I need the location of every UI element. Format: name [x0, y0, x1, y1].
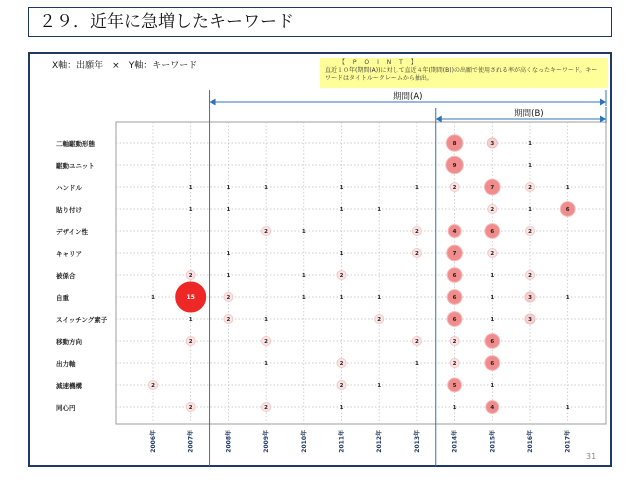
data-label: 6 — [490, 229, 495, 235]
data-label: 1 — [301, 295, 306, 301]
data-label: 1 — [226, 251, 231, 257]
data-label: 6 — [490, 339, 495, 345]
data-label: 2 — [490, 251, 495, 257]
data-label: 6 — [490, 361, 495, 367]
data-label: 1 — [339, 185, 344, 191]
data-label: 2 — [452, 361, 457, 367]
data-label: 2 — [264, 339, 269, 345]
x-tick-label: 2014年 — [451, 430, 459, 453]
data-label: 1 — [414, 361, 419, 367]
data-label: 5 — [452, 383, 457, 389]
data-label: 3 — [528, 295, 532, 301]
data-label: 1 — [414, 185, 419, 191]
data-label: 1 — [565, 295, 570, 301]
y-tick-label: 二軸駆動形態 — [56, 140, 95, 148]
point-text: 直近１０年(期間(A))に対して直近４年(期間(B))の出願で使用される率が高くなったキーワード。キーワードはタイトルークレームから抽出。 — [325, 67, 598, 82]
data-label: 1 — [188, 207, 193, 213]
data-label: 1 — [339, 295, 344, 301]
data-label: 1 — [188, 185, 193, 191]
y-tick-label: 出力軸 — [56, 360, 76, 368]
data-label: 2 — [452, 185, 457, 191]
data-label: 2 — [414, 251, 419, 257]
data-label: 3 — [528, 317, 532, 323]
data-label: 2 — [377, 317, 382, 323]
axis-note: X軸：出願年 × Y軸：キーワード — [52, 61, 198, 71]
data-label: 2 — [339, 383, 344, 389]
y-tick-label: 同心円 — [56, 404, 76, 412]
x-tick-label: 2017年 — [564, 430, 572, 453]
data-label: 2 — [188, 405, 193, 411]
x-tick-label: 2008年 — [225, 430, 233, 453]
data-label: 6 — [452, 295, 457, 301]
x-tick-label: 2015年 — [489, 430, 497, 453]
data-label: 1 — [339, 207, 344, 213]
y-tick-label: 自重 — [56, 294, 69, 302]
x-tick-label: 2010年 — [300, 430, 308, 453]
data-label: 1 — [301, 273, 306, 279]
data-label: 1 — [490, 383, 495, 389]
y-tick-label: 駆動ユニット — [56, 162, 95, 170]
x-tick-label: 2012年 — [376, 430, 384, 453]
point-title: 【 P O I N T 】 — [339, 59, 420, 66]
period-label: 期間(A) — [393, 92, 423, 102]
x-tick-label: 2007年 — [187, 430, 195, 453]
period-label: 期間(B) — [514, 109, 544, 119]
arrow-head-left-icon — [210, 99, 216, 106]
data-label: 1 — [264, 317, 269, 323]
data-label: 2 — [452, 339, 457, 345]
data-label: 2 — [226, 317, 231, 323]
data-label: 1 — [226, 207, 231, 213]
y-tick-label: デザイン性 — [56, 228, 89, 236]
y-tick-label: スイッチング素子 — [56, 316, 108, 324]
data-label: 1 — [377, 295, 382, 301]
data-label: 2 — [339, 361, 344, 367]
x-tick-label: 2013年 — [413, 430, 421, 453]
data-label: 1 — [226, 185, 231, 191]
data-label: 2 — [264, 229, 269, 235]
arrow-head-left-icon — [436, 116, 442, 123]
data-label: 7 — [490, 185, 495, 191]
data-label: 1 — [339, 251, 344, 257]
data-label: 1 — [264, 361, 269, 367]
data-label: 1 — [452, 405, 457, 411]
data-label: 2 — [264, 405, 269, 411]
data-label: 2 — [339, 273, 344, 279]
data-label: 2 — [188, 273, 193, 279]
data-label: 1 — [528, 163, 532, 169]
data-label: 1 — [490, 273, 495, 279]
y-tick-label: 移動方向 — [56, 338, 82, 346]
data-label: 1 — [490, 317, 495, 323]
data-label: 6 — [565, 207, 570, 213]
data-label: 4 — [452, 229, 457, 235]
y-tick-label: 減速機構 — [56, 382, 82, 390]
x-tick-label: 2016年 — [527, 430, 534, 453]
data-label: 1 — [188, 317, 193, 323]
y-tick-label: ハンドル — [56, 184, 82, 192]
data-label: 1 — [377, 383, 382, 389]
data-label: 6 — [452, 273, 457, 279]
y-tick-label: キャリア — [56, 250, 82, 258]
y-tick-label: 被係合 — [56, 272, 76, 280]
data-label: 2 — [151, 383, 155, 389]
data-label: 7 — [452, 251, 457, 257]
data-label: 2 — [414, 229, 419, 235]
data-label: 8 — [452, 141, 457, 147]
data-label: 1 — [339, 405, 344, 411]
data-label: 15 — [186, 294, 195, 301]
data-label: 4 — [490, 405, 495, 411]
data-label: 2 — [528, 185, 532, 191]
data-label: 3 — [490, 141, 495, 147]
arrow-head-right-icon — [600, 116, 606, 123]
data-label: 1 — [565, 405, 570, 411]
data-label: 2 — [528, 229, 532, 235]
data-label: 6 — [452, 317, 457, 323]
data-label: 1 — [264, 185, 269, 191]
data-label: 2 — [226, 295, 231, 301]
arrow-head-right-icon — [600, 99, 606, 106]
x-tick-label: 2006年 — [150, 430, 157, 453]
data-label: 2 — [188, 339, 193, 345]
x-tick-label: 2011年 — [338, 430, 346, 453]
page-title: ２９．近年に急増したキーワード — [28, 7, 612, 37]
data-label: 2 — [490, 207, 495, 213]
data-label: 1 — [377, 207, 382, 213]
page-number: 31 — [586, 452, 597, 461]
data-label: 1 — [528, 207, 532, 213]
data-label: 2 — [528, 273, 532, 279]
data-label: 2 — [414, 339, 419, 345]
data-label: 1 — [226, 273, 231, 279]
data-label: 1 — [565, 185, 570, 191]
data-label: 1 — [301, 229, 306, 235]
data-label: 9 — [452, 163, 457, 169]
y-tick-label: 貼り付け — [56, 206, 82, 214]
x-tick-label: 2009年 — [263, 430, 271, 453]
data-label: 1 — [490, 295, 495, 301]
data-label: 1 — [528, 141, 532, 147]
data-label: 1 — [151, 295, 155, 301]
